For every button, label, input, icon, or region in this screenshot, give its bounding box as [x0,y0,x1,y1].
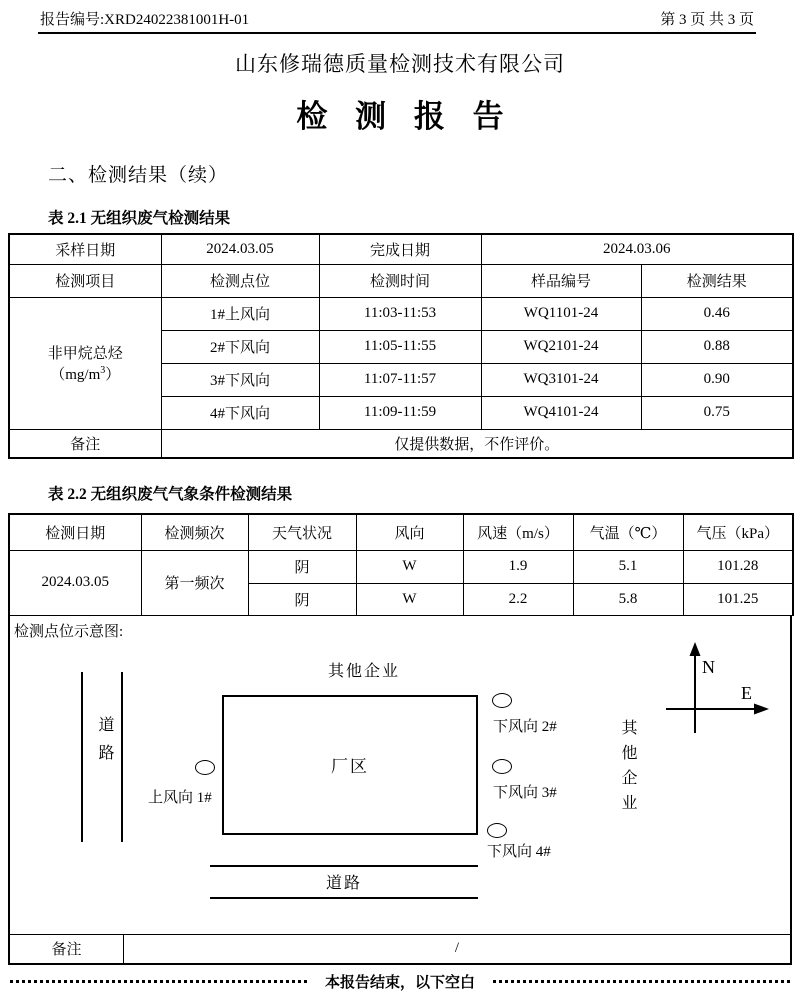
note-value: / [454,940,460,956]
table-cell: 5.8 [573,583,683,615]
table-cell: 11:07-11:57 [319,363,481,396]
detection-frequency: 第一频次 [141,550,248,615]
bottom-road-line-top [210,865,478,867]
diagram-left-road-label: 道路 [96,715,113,772]
sampling-point-2-label: 下风向 2# [493,718,557,735]
page-header [38,0,756,34]
table-cell: 1.9 [463,550,573,583]
sampling-point-4-label: 下风向 4# [487,843,551,860]
column-header: 检测时间 [319,264,481,297]
item-unit: $(mg/m^3)$ [50,365,121,383]
table-cell: 11:05-11:55 [319,330,481,363]
sampling-point-4-marker [487,823,507,838]
note-label: 备注 [9,429,161,458]
column-header: 检测点位 [161,264,319,297]
table-cell: 101.28 [683,550,793,583]
table-gas-results [8,233,794,459]
road-line-right [121,672,123,842]
sampling-date-value: 2024.03.05 [161,234,319,264]
compass-north-label: N [702,656,715,677]
report-title: 检 测 报 告 [296,99,514,134]
table-cell: 0.46 [641,297,793,330]
item-name: 非甲烷总烃 [47,346,123,362]
sampling-point-1-label: 上风向 1# [148,789,212,806]
bottom-road-line-bottom [210,897,478,899]
page-indicator: 第 3 页 共 3 页 [660,12,754,28]
note-value: 仅提供数据，不作评价。 [161,429,793,458]
table-cell: 0.75 [641,396,793,429]
column-header: 检测频次 [141,514,248,550]
column-header: 样品编号 [481,264,641,297]
table-cell: 4#下风向 [161,396,319,429]
detection-date: 2024.03.05 [9,550,141,615]
table-weather-conditions [8,513,794,616]
sampling-date-label: 采样日期 [9,234,161,264]
table-cell: 0.88 [641,330,793,363]
dotted-divider-right [493,980,790,983]
sampling-point-3-marker [492,759,512,774]
table-cell: 5.1 [573,550,683,583]
factory-area-box [222,695,478,835]
column-header: 风向 [356,514,463,550]
report-end-text: 本报告结束，以下空白 [325,974,476,991]
sampling-point-1-marker [195,760,215,775]
compass-east-label: E [741,682,752,703]
column-header: 检测项目 [9,264,161,297]
dotted-divider-left [10,980,307,983]
sampling-point-diagram [8,616,792,934]
column-header: 气温（℃） [573,514,683,550]
table-cell: W [356,583,463,615]
completion-date-label: 完成日期 [319,234,481,264]
column-header: 天气状况 [248,514,356,550]
table-cell: 11:03-11:53 [319,297,481,330]
table-cell: 0.90 [641,363,793,396]
table-cell: 2#下风向 [161,330,319,363]
company-name: 山东修瑞德质量检测技术有限公司 [235,52,565,76]
note-label: 备注 [10,935,124,963]
section-heading: 二、检测结果（续） [48,165,229,186]
column-header: 检测结果 [641,264,793,297]
table-cell: 阴 [248,550,356,583]
table-cell: W [356,550,463,583]
table-cell: 阴 [248,583,356,615]
table1-caption: 表 2.1 无组织废气检测结果 [48,210,231,227]
factory-area-label: 厂区 [331,757,369,776]
column-header: 检测日期 [9,514,141,550]
diagram-label: 检测点位示意图: [14,623,124,640]
table-cell: 3#下风向 [161,363,319,396]
report-number: 报告编号:XRD24022381001H-01 [40,12,250,28]
column-header: 风速（m/s） [463,514,573,550]
diagram-right-company-label: 其他企业 [619,718,636,819]
table-cell: 11:09-11:59 [319,396,481,429]
table-cell: 2.2 [463,583,573,615]
table-cell: WQ4101-24 [481,396,641,429]
compass-icon [658,641,773,739]
table-cell: WQ3101-24 [481,363,641,396]
column-header: 气压（kPa） [683,514,793,550]
table-cell: 1#上风向 [161,297,319,330]
table2-note-row [8,934,792,965]
diagram-top-company-label: 其他企业 [328,662,401,680]
table2-caption: 表 2.2 无组织废气气象条件检测结果 [48,486,293,503]
table-cell: 101.25 [683,583,793,615]
diagram-bottom-road-label: 道路 [325,874,362,892]
road-line-left [81,672,83,842]
sampling-point-3-label: 下风向 3# [493,784,557,801]
table-cell: WQ1101-24 [481,297,641,330]
item-name-cell [9,297,161,429]
completion-date-value: 2024.03.06 [481,234,793,264]
sampling-point-2-marker [492,693,512,708]
table-cell: WQ2101-24 [481,330,641,363]
